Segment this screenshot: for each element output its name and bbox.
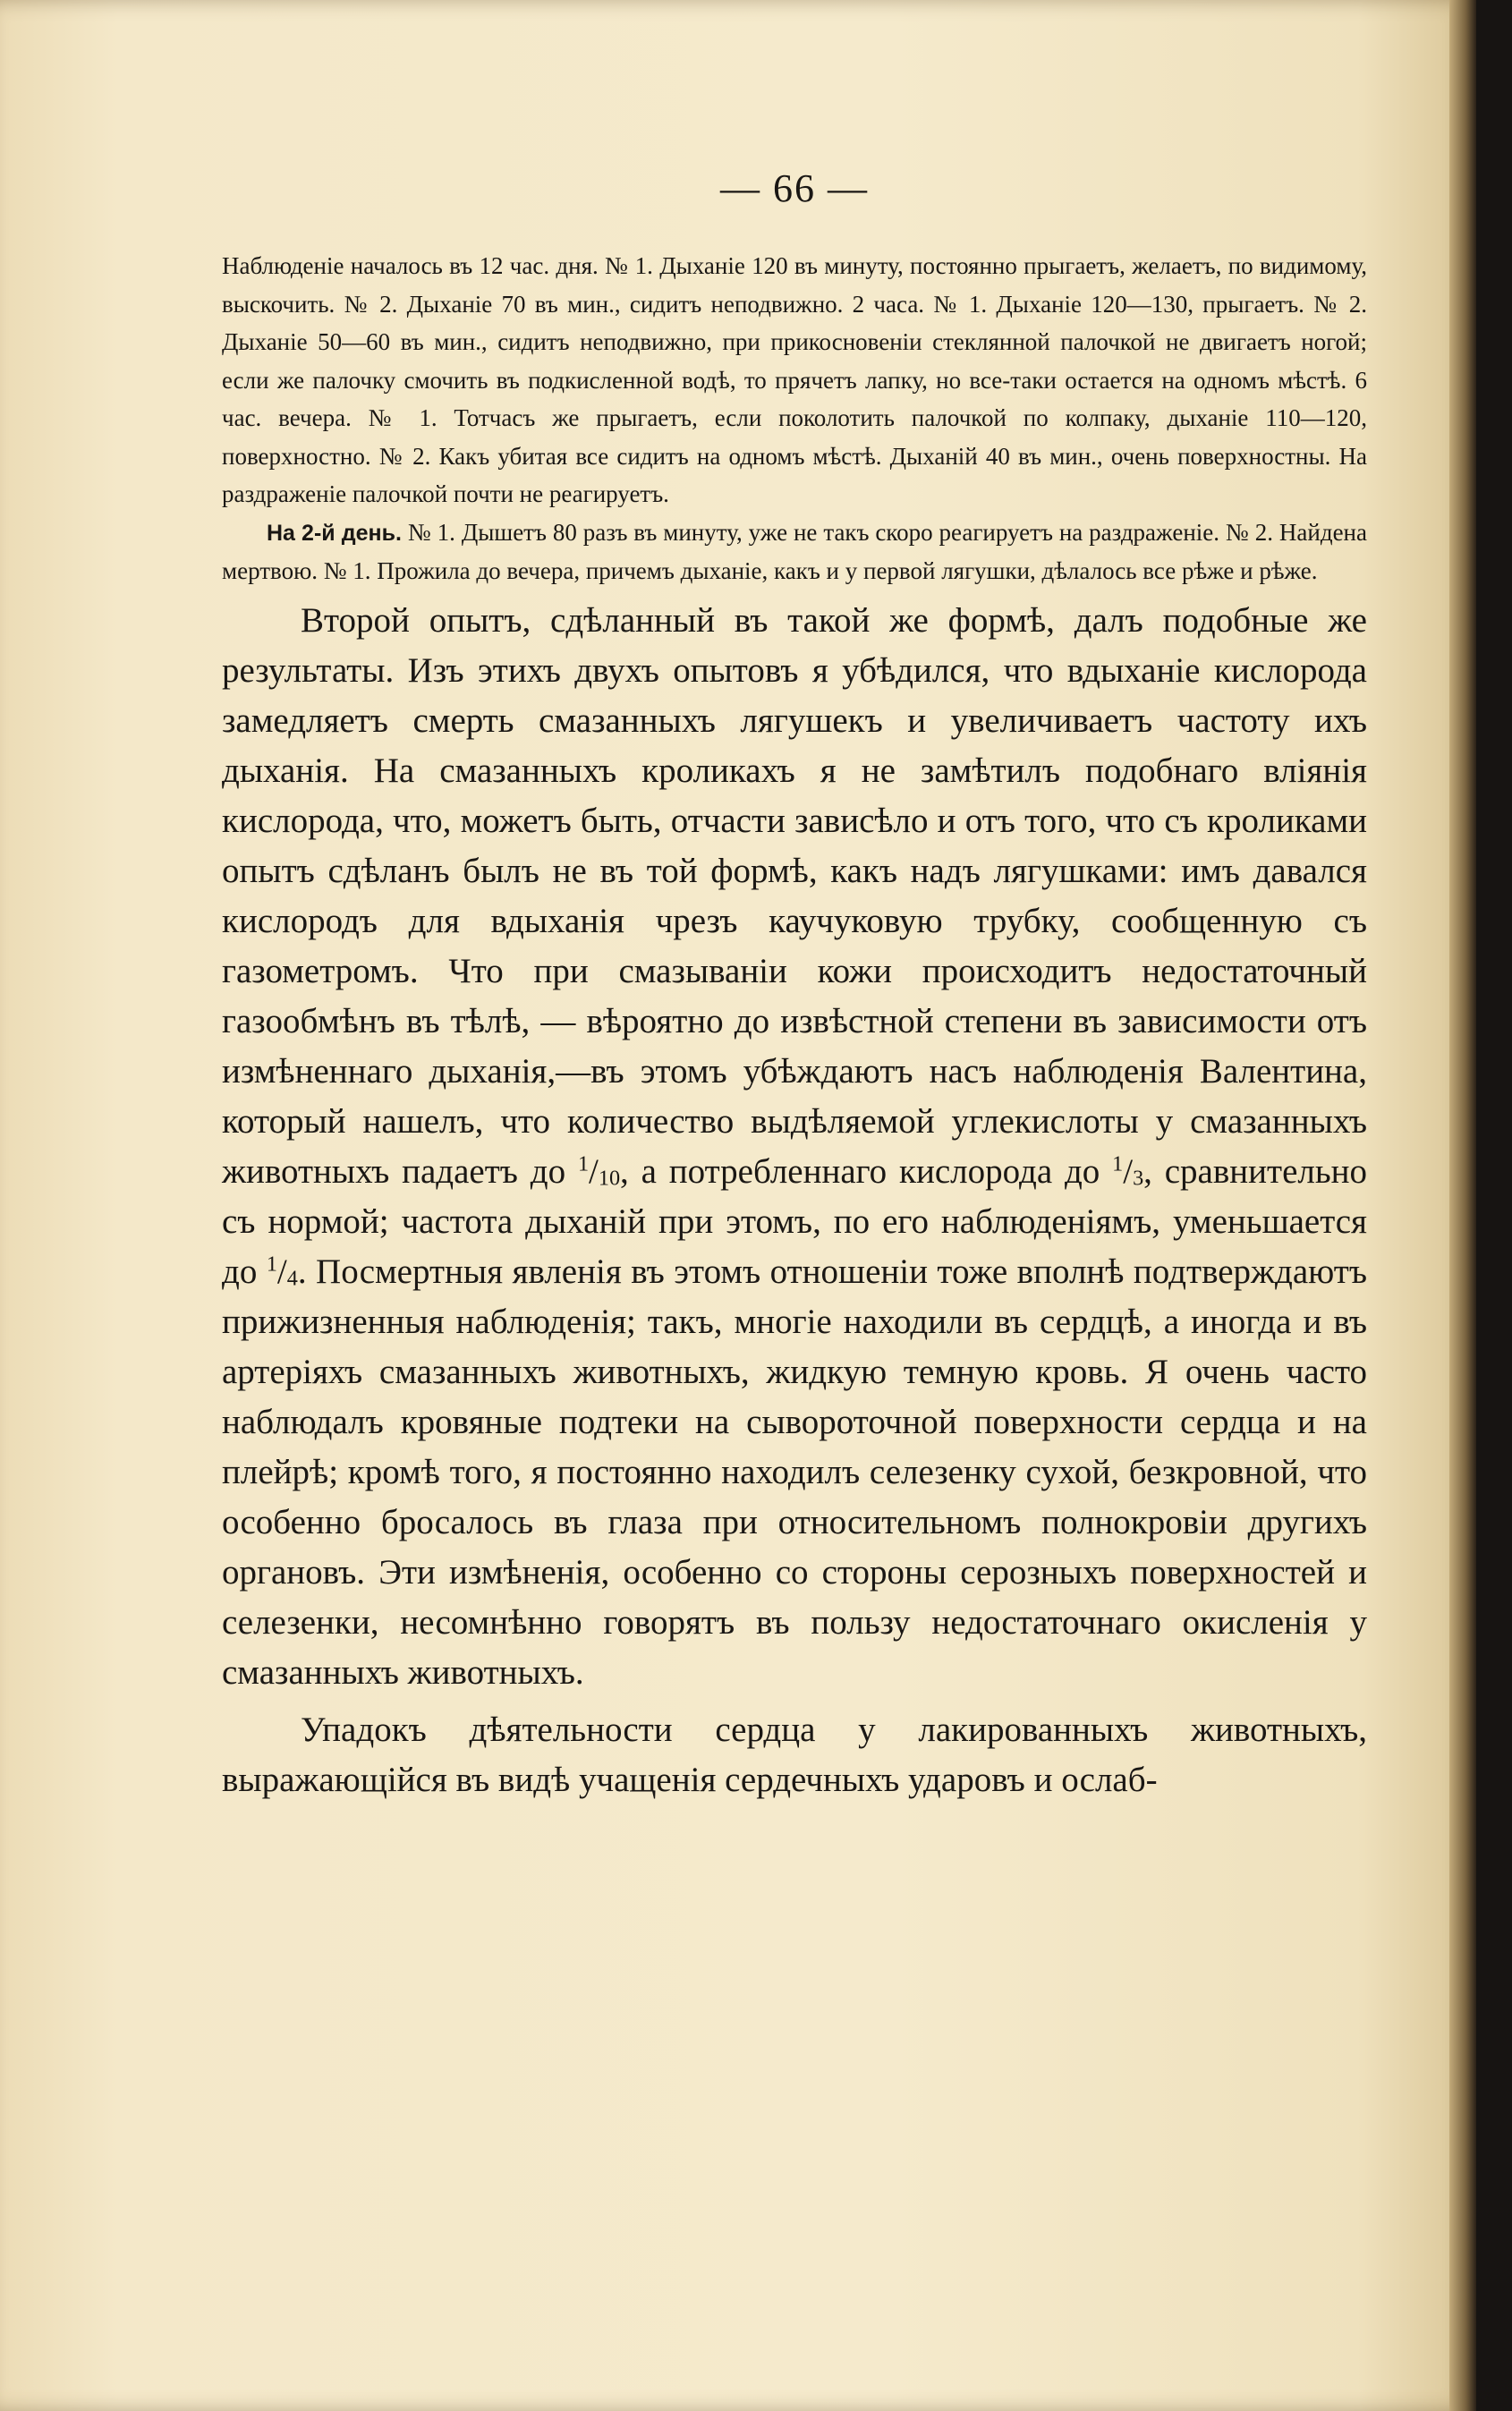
fraction-1-numerator: 1 — [577, 1151, 590, 1176]
observation-paragraph-2 — [222, 514, 1367, 590]
observation-2-text: № 1. Дышетъ 80 разъ въ минуту, уже не такъ скоро реагируетъ на раздраженіе. № 2. Найдена мертвою. № 1. Прожила до вечера, причемъ дыханіе, какъ и у первой лягушки, дѣлалось все рѣже и рѣже. — [222, 518, 1367, 584]
observation-paragraph-1 — [222, 247, 1367, 514]
page-text-block — [222, 166, 1367, 1805]
main-paragraph-1-part-4: . Посмертныя явленія въ этомъ отношеніи тоже вполнѣ подтверждаютъ прижизненныя наблюденія; такъ, многіе находили въ сердцѣ, а иногда и въ артеріяхъ смазанныхъ животныхъ, жидкую темную кровь. Я очень часто наблюдалъ кровяные подтеки на сывороточной поверхности сердца и на плейрѣ; кромѣ того, я постоянно находилъ селезенку сухой, безкровной, что особенно бросалось въ глаза при относительномъ полнокровіи другихъ органовъ. Эти измѣненія, особенно со стороны серозныхъ поверхностей и селезенки, несомнѣнно говорятъ въ пользу недостаточнаго окисленія у смазанныхъ животныхъ. — [222, 1252, 1367, 1692]
day-2-label: На 2-й день. — [267, 520, 402, 546]
page-number: — 66 — — [720, 166, 869, 210]
main-paragraph-1-part-2: , а потребленнаго кислорода до — [620, 1151, 1113, 1191]
observation-1-text: Наблюденіе началось въ 12 час. дня. № 1. Дыханіе 120 въ минуту, постоянно прыгаетъ, желаетъ, по видимому, выскочить. № 2. Дыханіе 70 въ мин., сидитъ неподвижно. 2 часа. № 1. Дыханіе 120—130, прыгаетъ. № 2. Дыханіе 50—60 въ мин., сидитъ неподвижно, при прикосновеніи стеклянной палочкой не двигаетъ ногой; если же палочку смочить въ подкисленной водѣ, то прячетъ лапку, но все-таки остается на одномъ мѣстѣ. 6 час. вечера. № 1. Тотчасъ же прыгаетъ, если поколотить палочкой по колпаку, дыханіе 110—120, поверхностно. № 2. Какъ убитая все сидитъ на одномъ мѣстѣ. Дыханій 40 въ мин., очень поверхностны. На раздраженіе палочкой почти не реагируетъ. — [222, 252, 1367, 507]
fraction-3-denominator: 4 — [286, 1265, 298, 1290]
fraction-1-denominator: 10 — [598, 1165, 621, 1190]
main-paragraph-2 — [222, 1705, 1367, 1805]
main-paragraph-1-part-3: , сравнительно съ нормой; частота дыханій при этомъ, по его наблюденіямъ, уменьшается до — [222, 1151, 1368, 1291]
fraction-2-numerator: 1 — [1112, 1151, 1124, 1176]
main-paragraph-1-part-1: Второй опытъ, сдѣланный въ такой же формѣ, далъ подобные же результаты. Изъ этихъ двухъ опытовъ я убѣдился, что вдыханіе кислорода замедляетъ смерть смазанныхъ лягушекъ и увеличиваетъ частоту ихъ дыханія. На смазанныхъ кроликахъ я не замѣтилъ подобнаго вліянія кислорода, что, можетъ быть, отчасти зависѣло и отъ того, что съ кроликами опытъ сдѣланъ былъ не въ той формѣ, какъ надъ лягушками: имъ давался кислородъ для вдыханія чрезъ каучуковую трубку, сообщенную съ газометромъ. Что при смазываніи кожи происходитъ недостаточный газообмѣнъ въ тѣлѣ, — вѣроятно до извѣстной степени въ зависимости отъ измѣненнаго дыханія,—въ этомъ убѣждаютъ насъ наблюденія Валентина, который нашелъ, что количество выдѣляемой углекислоты у смазанныхъ животныхъ падаетъ до — [222, 600, 1367, 1191]
page-edge-shadow — [1449, 0, 1476, 2411]
main-paragraph-2-text: Упадокъ дѣятельности сердца у лакированныхъ животныхъ, выражающійся въ видѣ учащенія сердечныхъ ударовъ и ослаб- — [222, 1710, 1367, 1799]
fraction-2-denominator: 3 — [1133, 1165, 1144, 1190]
main-paragraph-1: Второй опытъ, сдѣланный въ такой же формѣ, далъ подобные же результаты. Изъ этихъ двухъ опытовъ я убѣдился, что вдыханіе кислорода замедляетъ смерть смазанныхъ лягушекъ и увеличиваетъ частоту ихъ дыханія. На смазанныхъ кроликахъ я не замѣтилъ подобнаго вліянія кислорода, что, можетъ быть, отчасти зависѣло и отъ того, что съ кроликами опытъ сдѣланъ былъ не въ той формѣ, какъ надъ лягушками: имъ давался кислородъ для вдыханія чрезъ каучуковую трубку, сообщенную съ газометромъ. Что при смазываніи кожи происходитъ недостаточный газообмѣнъ въ тѣлѣ, — вѣроятно до извѣстной степени въ зависимости отъ измѣненнаго дыханія,—въ этомъ убѣждаютъ насъ наблюденія Валентина, который нашелъ, что количество выдѣляемой углекислоты у смазанныхъ животныхъ падаетъ до $^1/_{10}$, а потребленнаго кислорода до $^1/_3$, сравнительно съ нормой; частота дыханій при этомъ, по его наблюденіямъ, уменьшается до $^1/_4$. Посмертныя явленія въ этомъ отношеніи тоже вполнѣ подтверждаютъ прижизненныя наблюденія; такъ, многіе находили въ сердцѣ, а иногда и въ артеріяхъ смазанныхъ животныхъ, жидкую темную кровь. Я очень часто наблюдалъ кровяные подтеки на сывороточной поверхности сердца и на плейрѣ; кромѣ того, я постоянно находилъ селезенку сухой, безкровной, что особенно бросалось въ глаза при относительномъ полнокровіи другихъ органовъ. Эти измѣненія, особенно со стороны серозныхъ поверхностей и селезенки, несомнѣнно говорятъ въ пользу недостаточнаго окисленія у смазанныхъ животныхъ. — [222, 600, 1368, 1692]
fraction-3-numerator: 1 — [266, 1252, 277, 1277]
